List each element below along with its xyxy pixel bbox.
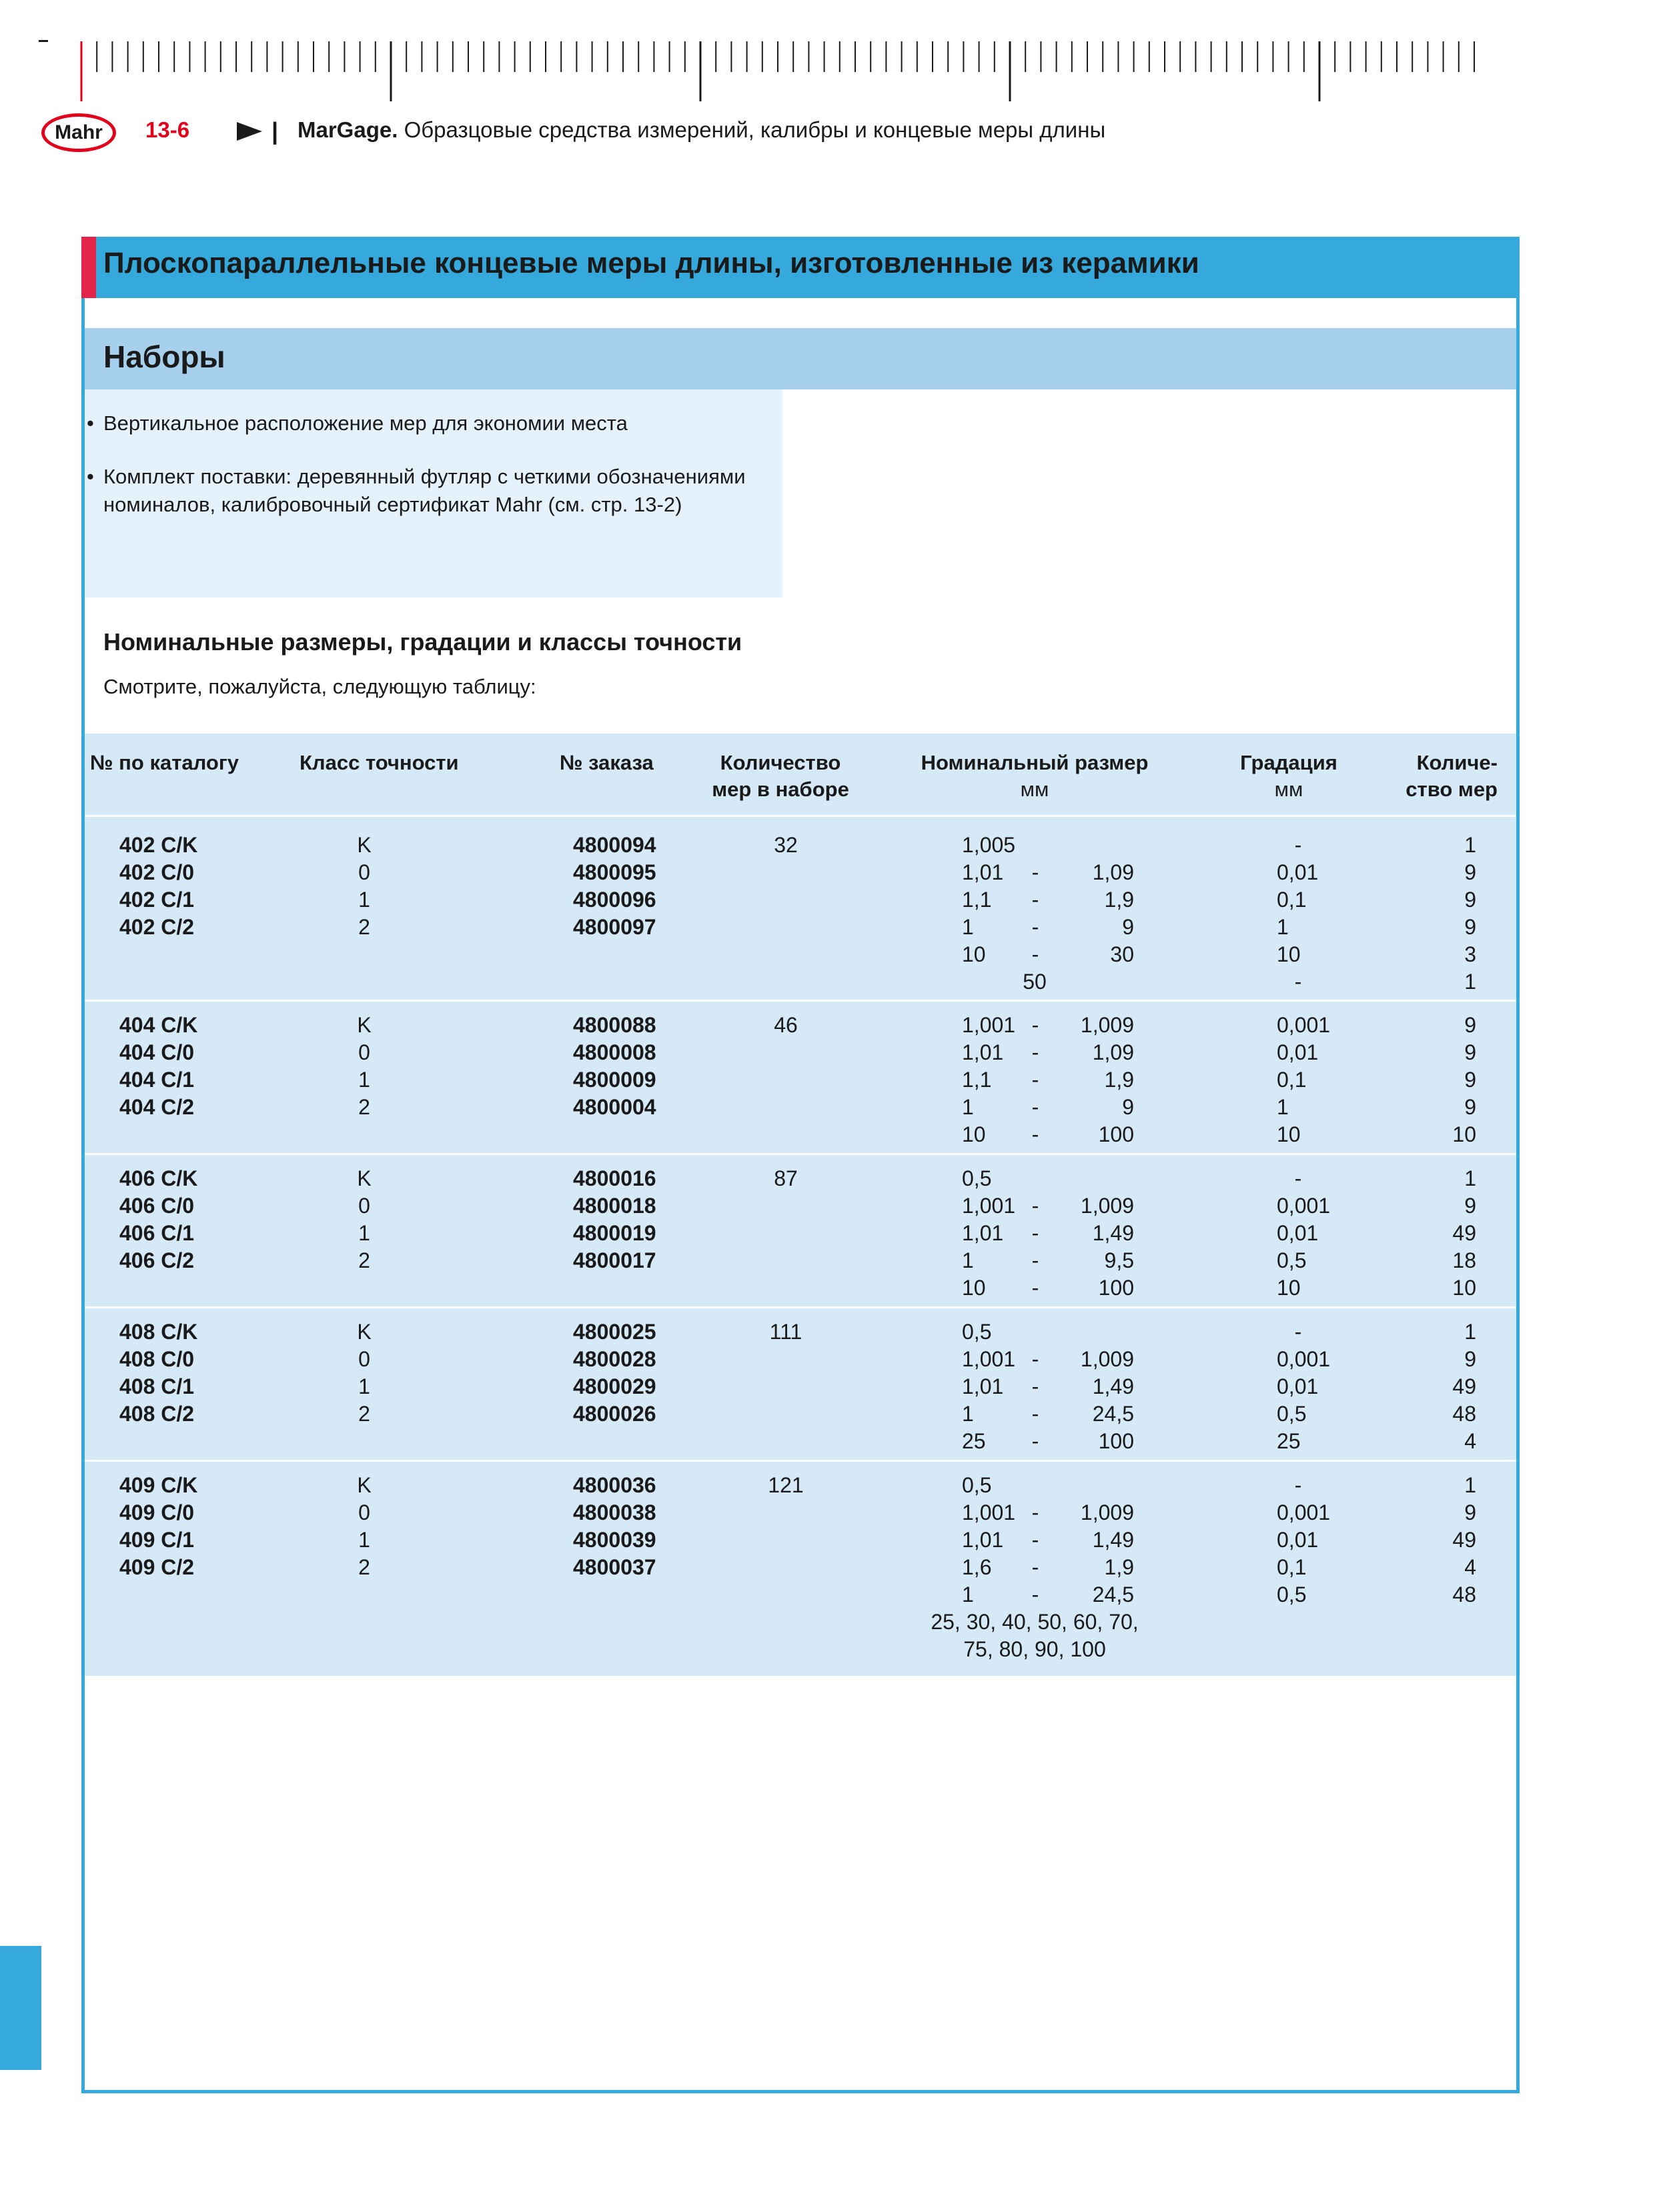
block-count: 4 (1464, 1555, 1476, 1579)
nominal-size-to: 1,49 (1092, 1528, 1134, 1552)
catalog-number: 404 C/1 (119, 1068, 195, 1092)
nominal-size-from: 10 (962, 1122, 986, 1146)
nominal-size-from: 0,5 (962, 1166, 992, 1190)
order-number: 4800094 (573, 833, 656, 857)
nominal-size-from: 1 (962, 1402, 974, 1426)
block-count: 9 (1464, 1068, 1476, 1092)
brand-name: MarGage. (298, 117, 398, 142)
col-header-qty (712, 750, 849, 803)
block-count: 1 (1464, 970, 1476, 994)
block-count: 3 (1464, 942, 1476, 966)
sizes-note: Смотрите, пожалуйста, следующую таблицу: (103, 675, 536, 698)
accuracy-class: 0 (358, 1194, 370, 1218)
bullet-text: Вертикальное расположение мер для экономии места (103, 411, 628, 435)
accuracy-class: 0 (358, 860, 370, 884)
order-number: 4800019 (573, 1221, 656, 1245)
gradation: - (1294, 833, 1302, 857)
col-header-gradation-label: Градация (1240, 751, 1337, 774)
nominal-size-dash: - (1031, 1013, 1039, 1037)
nominal-size-dash: - (1031, 1500, 1039, 1524)
nominal-size-to: 24,5 (1092, 1402, 1134, 1426)
gradation: - (1294, 1320, 1302, 1344)
order-number: 4800026 (573, 1402, 656, 1426)
gradation: 0,001 (1277, 1194, 1331, 1218)
section-title: Плоскопараллельные концевые меры длины, изготовленные из керамики (103, 247, 1199, 279)
gradation: 0,1 (1277, 1555, 1307, 1579)
accuracy-class: K (357, 1473, 372, 1497)
accuracy-class: 2 (358, 1555, 370, 1579)
nominal-size-to: 1,009 (1080, 1194, 1134, 1218)
catalog-number: 404 C/2 (119, 1095, 195, 1119)
nominal-size-dash: - (1031, 860, 1039, 884)
nominal-size-to: 1,09 (1092, 1040, 1134, 1064)
nominal-size-dash: - (1031, 1276, 1039, 1300)
nominal-size-to: 1,9 (1104, 888, 1134, 912)
group-divider (85, 1460, 1516, 1462)
block-count: 10 (1452, 1122, 1476, 1146)
gradation: 10 (1277, 942, 1301, 966)
order-number: 4800036 (573, 1473, 656, 1497)
nominal-size-to: 9,5 (1104, 1248, 1134, 1272)
order-number: 4800097 (573, 915, 656, 939)
nominal-size-to: 9 (1122, 915, 1134, 939)
block-count: 48 (1452, 1402, 1476, 1426)
block-count: 9 (1464, 1040, 1476, 1064)
order-number: 4800004 (573, 1095, 656, 1119)
nominal-size-from: 25 (962, 1429, 986, 1453)
block-count: 49 (1452, 1374, 1476, 1398)
gradation: 0,01 (1277, 1528, 1319, 1552)
nominal-size-to: 1,49 (1092, 1221, 1134, 1245)
catalog-number: 404 C/0 (119, 1040, 195, 1064)
block-count: 1 (1464, 1166, 1476, 1190)
bullet-text: номиналов, калибровочный сертификат Mahr (см. стр. 13-2) (103, 493, 682, 516)
nominal-size-to: 1,009 (1080, 1347, 1134, 1371)
nominal-size-from: 1,01 (962, 1221, 1004, 1245)
order-number: 4800088 (573, 1013, 656, 1037)
nominal-size-dash: - (1031, 1429, 1039, 1453)
catalog-number: 406 C/1 (119, 1221, 195, 1245)
catalog-number: 406 C/K (119, 1166, 198, 1190)
gradation: 0,001 (1277, 1500, 1331, 1524)
gradation: 10 (1277, 1276, 1301, 1300)
set-quantity: 111 (769, 1320, 802, 1344)
nominal-size-from: 0,5 (962, 1473, 992, 1497)
block-count: 48 (1452, 1582, 1476, 1606)
block-count: 10 (1452, 1276, 1476, 1300)
nominal-size-from: 1,1 (962, 888, 992, 912)
gradation: 0,01 (1277, 860, 1319, 884)
nominal-size-dash: - (1031, 1122, 1039, 1146)
col-header-gradation (1240, 750, 1337, 803)
col-header-count (1406, 750, 1498, 803)
order-number: 4800018 (573, 1194, 656, 1218)
gradation: 0,1 (1277, 1068, 1307, 1092)
gradation: 0,01 (1277, 1040, 1319, 1064)
side-tab (0, 1946, 41, 2070)
nominal-size-to: 100 (1098, 1276, 1134, 1300)
nominal-size-from: 1,01 (962, 1374, 1004, 1398)
nominal-size-from: 1 (962, 1095, 974, 1119)
accuracy-class: 0 (358, 1347, 370, 1371)
nominal-size-to: 100 (1098, 1122, 1134, 1146)
order-number: 4800025 (573, 1320, 656, 1344)
nominal-size-from: 1 (962, 1248, 974, 1272)
accuracy-class: 2 (358, 915, 370, 939)
header-title: Образцовые средства измерений, калибры и концевые меры длины (404, 117, 1106, 142)
nominal-size-dash: - (1031, 1374, 1039, 1398)
nominal-size-to: 30 (1110, 942, 1134, 966)
catalog-number: 409 C/K (119, 1473, 198, 1497)
gradation: 25 (1277, 1429, 1301, 1453)
order-number: 4800095 (573, 860, 656, 884)
nominal-size: 50 (1023, 970, 1047, 994)
nominal-size-from: 1,001 (962, 1013, 1016, 1037)
nominal-size-dash: - (1031, 942, 1039, 966)
col-header-catalog: № по каталогу (90, 751, 239, 774)
col-header-nominal (921, 750, 1149, 803)
nominal-size-dash: - (1031, 1555, 1039, 1579)
accuracy-class: 1 (358, 1528, 370, 1552)
gradation: 0,01 (1277, 1374, 1319, 1398)
set-quantity: 32 (774, 833, 798, 857)
order-number: 4800038 (573, 1500, 656, 1524)
block-count: 1 (1464, 1473, 1476, 1497)
gradation: 1 (1277, 1095, 1289, 1119)
nominal-size-dash: - (1031, 1402, 1039, 1426)
nominal-size-dash: - (1031, 915, 1039, 939)
block-count: 9 (1464, 1013, 1476, 1037)
col-header-count-line2: ство мер (1406, 778, 1498, 801)
nominal-size-from: 1,01 (962, 1528, 1004, 1552)
set-quantity: 87 (774, 1166, 798, 1190)
order-number: 4800009 (573, 1068, 656, 1092)
block-count: 9 (1464, 1500, 1476, 1524)
col-header-qty-line1: Количество (720, 751, 841, 774)
running-header (298, 117, 1105, 143)
accuracy-class: 0 (358, 1500, 370, 1524)
nominal-size-from: 1 (962, 915, 974, 939)
group-divider (85, 1306, 1516, 1308)
order-number: 4800008 (573, 1040, 656, 1064)
group-divider (85, 1000, 1516, 1002)
nominal-size-dash: - (1031, 1221, 1039, 1245)
accuracy-class: 2 (358, 1248, 370, 1272)
gradation: 0,5 (1277, 1402, 1307, 1426)
page-number: 13-6 (145, 117, 190, 142)
set-quantity: 46 (774, 1013, 798, 1037)
accuracy-class: 2 (358, 1095, 370, 1119)
col-header-count-line1: Количе- (1416, 751, 1498, 774)
nominal-size-dash: - (1031, 1528, 1039, 1552)
gradation: 10 (1277, 1122, 1301, 1146)
catalog-number: 408 C/2 (119, 1402, 195, 1426)
catalog-number: 404 C/K (119, 1013, 198, 1037)
catalog-number: 409 C/2 (119, 1555, 195, 1579)
order-number: 4800037 (573, 1555, 656, 1579)
nominal-size-dash: - (1031, 1248, 1039, 1272)
gradation: 0,5 (1277, 1248, 1307, 1272)
nominal-size-to: 1,009 (1080, 1500, 1134, 1524)
block-count: 1 (1464, 833, 1476, 857)
nominal-size-to: 1,9 (1104, 1068, 1134, 1092)
block-count: 9 (1464, 888, 1476, 912)
nominal-size-to: 9 (1122, 1095, 1134, 1119)
nominal-size-from: 1,005 (962, 833, 1016, 857)
minus-mark (39, 40, 48, 42)
set-quantity: 121 (768, 1473, 804, 1497)
catalog-number: 408 C/0 (119, 1347, 195, 1371)
page-ruler (0, 0, 1661, 107)
play-arrow-icon (237, 122, 262, 141)
nominal-size-from: 1,01 (962, 860, 1004, 884)
nominal-size-from: 10 (962, 942, 986, 966)
block-count: 9 (1464, 1095, 1476, 1119)
block-count: 18 (1452, 1248, 1476, 1272)
catalog-number: 402 C/K (119, 833, 198, 857)
accuracy-class: 1 (358, 1068, 370, 1092)
gradation: 0,5 (1277, 1582, 1307, 1606)
header-divider (85, 815, 1516, 817)
accuracy-class: K (357, 1320, 372, 1344)
nominal-size-dash: - (1031, 1347, 1039, 1371)
nominal-size-from: 1,001 (962, 1500, 1016, 1524)
order-number: 4800096 (573, 888, 656, 912)
nominal-size-from: 1,6 (962, 1555, 992, 1579)
col-header-accuracy: Класс точности (300, 751, 459, 774)
nominal-size-from: 0,5 (962, 1320, 992, 1344)
accuracy-class: 2 (358, 1402, 370, 1426)
subsection-title: Наборы (103, 339, 225, 374)
block-count: 9 (1464, 860, 1476, 884)
order-number: 4800028 (573, 1347, 656, 1371)
mahr-logo: Mahr (41, 113, 116, 152)
nominal-size-to: 24,5 (1092, 1582, 1134, 1606)
col-header-order: № заказа (560, 751, 654, 774)
nominal-size-from: 10 (962, 1276, 986, 1300)
accuracy-class: 0 (358, 1040, 370, 1064)
block-count: 49 (1452, 1528, 1476, 1552)
nominal-size-dash: - (1031, 1068, 1039, 1092)
nominal-size-from: 1 (962, 1582, 974, 1606)
nominal-size-to: 1,009 (1080, 1013, 1134, 1037)
order-number: 4800016 (573, 1166, 656, 1190)
gradation: 1 (1277, 915, 1289, 939)
catalog-number: 402 C/1 (119, 888, 195, 912)
block-count: 49 (1452, 1221, 1476, 1245)
bullet-dot: • (87, 465, 94, 488)
bullet-text: Комплект поставки: деревянный футляр с четкими обозначениями (103, 465, 746, 488)
nominal-size-to: 1,49 (1092, 1374, 1134, 1398)
bullet-dot: • (87, 411, 94, 435)
catalog-number: 402 C/2 (119, 915, 195, 939)
catalog-number: 408 C/K (119, 1320, 198, 1344)
catalog-number: 402 C/0 (119, 860, 195, 884)
catalog-number: 409 C/1 (119, 1528, 195, 1552)
nominal-size-dash: - (1031, 1095, 1039, 1119)
order-number: 4800017 (573, 1248, 656, 1272)
accuracy-class: 1 (358, 888, 370, 912)
col-header-nominal-label: Номинальный размер (921, 751, 1149, 774)
accuracy-class: K (357, 1013, 372, 1037)
block-count: 9 (1464, 1347, 1476, 1371)
block-count: 9 (1464, 915, 1476, 939)
nominal-size-to: 1,09 (1092, 860, 1134, 884)
order-number: 4800029 (573, 1374, 656, 1398)
title-accent (81, 237, 96, 298)
gradation: 0,001 (1277, 1013, 1331, 1037)
col-header-nominal-unit: мм (1020, 778, 1049, 801)
accuracy-class: K (357, 833, 372, 857)
nominal-size: 25, 30, 40, 50, 60, 70, (931, 1610, 1139, 1634)
nominal-size-dash: - (1031, 1582, 1039, 1606)
nominal-size-to: 1,9 (1104, 1555, 1134, 1579)
nominal-size-from: 1,001 (962, 1194, 1016, 1218)
sizes-title: Номинальные размеры, градации и классы точности (103, 628, 742, 656)
gradation: 0,01 (1277, 1221, 1319, 1245)
group-divider (85, 1153, 1516, 1155)
col-header-gradation-unit: мм (1274, 778, 1303, 801)
header-separator: | (271, 117, 279, 145)
nominal-size-from: 1,001 (962, 1347, 1016, 1371)
gradation: - (1294, 1166, 1302, 1190)
catalog-number: 409 C/0 (119, 1500, 195, 1524)
catalog-number: 406 C/2 (119, 1248, 195, 1272)
nominal-size-dash: - (1031, 888, 1039, 912)
nominal-size: 75, 80, 90, 100 (963, 1637, 1106, 1661)
nominal-size-to: 100 (1098, 1429, 1134, 1453)
catalog-number: 408 C/1 (119, 1374, 195, 1398)
block-count: 9 (1464, 1194, 1476, 1218)
accuracy-class: 1 (358, 1374, 370, 1398)
nominal-size-from: 1,01 (962, 1040, 1004, 1064)
gradation: - (1294, 970, 1302, 994)
nominal-size-dash: - (1031, 1194, 1039, 1218)
order-number: 4800039 (573, 1528, 656, 1552)
block-count: 4 (1464, 1429, 1476, 1453)
subsection-bar (85, 328, 1516, 389)
nominal-size-dash: - (1031, 1040, 1039, 1064)
nominal-size-from: 1,1 (962, 1068, 992, 1092)
catalog-number: 406 C/0 (119, 1194, 195, 1218)
accuracy-class: K (357, 1166, 372, 1190)
accuracy-class: 1 (358, 1221, 370, 1245)
block-count: 1 (1464, 1320, 1476, 1344)
gradation: - (1294, 1473, 1302, 1497)
gradation: 0,001 (1277, 1347, 1331, 1371)
gradation: 0,1 (1277, 888, 1307, 912)
col-header-qty-line2: мер в наборе (712, 778, 849, 801)
